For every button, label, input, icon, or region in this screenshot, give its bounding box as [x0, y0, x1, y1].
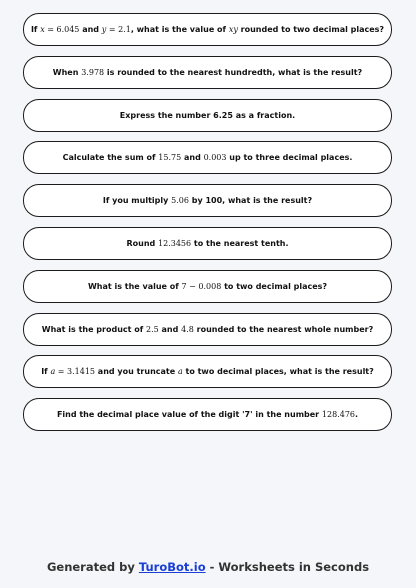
question-text-segment: rounded to the nearest whole number? [193, 324, 374, 334]
math-expression: 5.06 [171, 196, 189, 206]
math-expression: x [40, 25, 45, 34]
turobot-link[interactable]: TuroBot.io [138, 560, 206, 574]
question-text-segment: and [181, 153, 204, 163]
question-text [57, 410, 358, 419]
question-text-segment: Find the decimal place value of the digit '7' in the number [56, 410, 322, 420]
question-text-segment: to two decimal places? [221, 281, 328, 291]
math-expression: 0.003 [203, 153, 227, 163]
question-text-segment: What is the product of [41, 324, 146, 334]
question-text [88, 282, 327, 291]
question-text-segment: to two decimal places, what is the result? [182, 367, 374, 377]
question-text [41, 367, 374, 376]
math-expression: 7 − 0.008 [181, 281, 222, 291]
question-text [103, 196, 312, 205]
question-text-segment: If [30, 25, 41, 34]
footer-prefix: Generated by [46, 560, 139, 574]
question-card-10 [23, 398, 392, 431]
question-card-5 [23, 184, 392, 217]
math-expression: a [177, 367, 183, 377]
question-text-segment: Calculate the sum of [62, 153, 159, 163]
question-text-segment: rounded to two decimal places? [237, 25, 385, 34]
math-expression: 128.476 [321, 410, 356, 420]
math-expression: 3.978 [81, 67, 105, 77]
question-card-8 [23, 313, 392, 346]
question-text [42, 325, 374, 334]
question-text-segment: When [52, 67, 82, 77]
question-text-segment: Express the number 6.25 as a fraction. [119, 110, 296, 120]
question-text [31, 25, 384, 34]
question-card-2 [23, 56, 392, 89]
question-text [120, 111, 295, 120]
question-text-segment: and you truncate [95, 367, 178, 377]
math-expression: = 2.1 [106, 25, 131, 34]
question-text-segment: up to three decimal places. [226, 153, 353, 163]
math-expression: = 6.045 [44, 25, 80, 34]
math-expression: 2.5 [146, 324, 159, 334]
math-expression: 15.75 [158, 153, 182, 163]
math-expression: = 3.1415 [55, 367, 96, 377]
math-expression: 4.8 [181, 324, 194, 334]
footer-suffix: - Worksheets in Seconds [205, 560, 370, 574]
question-card-9 [23, 355, 392, 388]
question-list [23, 13, 392, 441]
question-text-segment: Round [126, 238, 159, 248]
question-text [53, 68, 362, 77]
question-text-segment: to the nearest tenth. [191, 238, 289, 248]
question-text [63, 153, 353, 162]
question-text-segment: If [41, 367, 51, 377]
question-card-3 [23, 99, 392, 132]
footer [0, 560, 416, 574]
question-text-segment: by 100, what is the result? [188, 196, 313, 206]
question-text-segment: is rounded to the nearest hundredth, what is the result? [104, 67, 363, 77]
question-text-segment: , what is the value of [130, 25, 229, 34]
math-expression: y [101, 25, 107, 34]
question-text-segment: and [158, 324, 182, 334]
question-text [126, 239, 288, 248]
question-card-4 [23, 141, 392, 174]
question-card-1 [23, 13, 392, 46]
question-card-6 [23, 227, 392, 260]
question-text-segment: and [79, 25, 102, 34]
math-expression: 12.3456 [158, 238, 192, 248]
math-expression: xy [228, 25, 238, 34]
question-text-segment: If you multiply [102, 196, 172, 206]
math-expression: a [50, 367, 56, 377]
question-card-7 [23, 270, 392, 303]
question-text-segment: . [355, 410, 359, 420]
question-text-segment: What is the value of [87, 281, 182, 291]
